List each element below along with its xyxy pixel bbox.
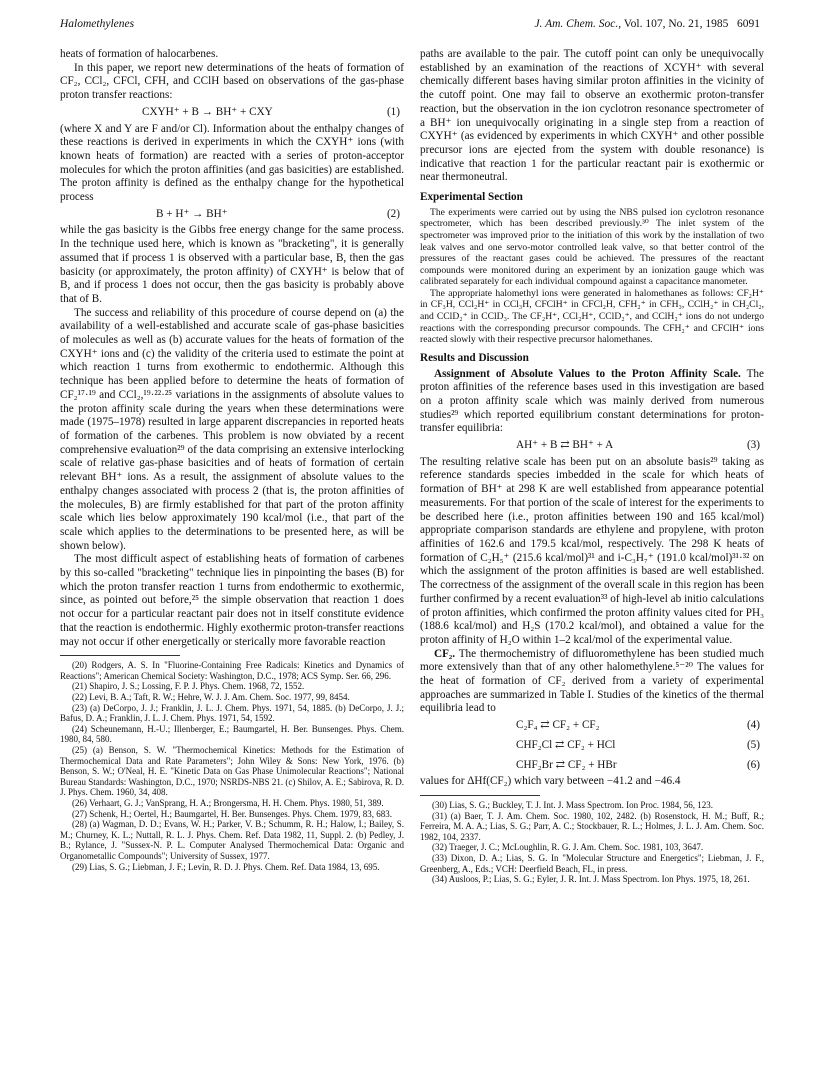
paragraph: The appropriate halomethyl ions were generated in halomethanes as follows: CF₂H⁺ in CF₃H, CCl₂H⁺ in CCl₃H, CFClH⁺ in CFCl₂H, CFH₂⁺ in CFH₃, CClH₂⁺ in CH₂Cl₂, and CClD₂⁺ in CClD₃. The CF₂H⁺, CCl₂H⁺, CClD₂⁺, and CClH₂⁺ ions do not undergo reactions with the corresponding precursor compounds. The CFH₂⁺ and CFClH⁺ ions reacted slowly with their respective precursor halomethanes. xyxy=(420,287,764,346)
paragraph: The most difficult aspect of establishing heats of formation of carbenes by this so-called "bracketing" technique lies in pinpointing the bases (B) for which the proton transfer reaction 1 turns from endothermic to exothermic, since, as pointed out before,²⁵ the simple observation that reaction 1 does not occur for a particular reactant pair does not in itself constitute evidence that the reaction is endothermic. Highly exothermic proton-transfer reactions may not occur if other energetically or sterically more favorable reaction xyxy=(60,553,404,648)
paragraph: The success and reliability of this procedure of course depend on (a) the availability of a well-established and accurate scale of gas-phase basicities of molecules as well as (b) accurate values for the heats of formation of the CXYH⁺ ions and (c) the validity of the criteria used to estimate the point at which reaction 1 turns from exothermic to endothermic. Although this technique has been applied before to determine the heats of formation of CF₂¹⁷·¹⁹ and CCl₂,¹⁹·²²·²⁵ variations in the assignments of absolute values to the proton affinity scale during the years when these determinations were made (1975–1978) resulted in large apparent discrepancies in reported heats of formation of the carbenes. This problem is now obviated by a recent comprehensive evaluation²⁹ of the data comprising an extensive interlocking scale of relative gas-phase basicities and of heats of formation of certain relevant BH⁺ ions. As a result, the assignment of absolute values to the enthalpy changes associated with process 2 (that is, the proton affinities of the molecules, B) are firmly established for that part of the proton affinity scale which lies below approximately 190 kcal/mol (i.e., that part of the scale which applies to the determinations to be presented here, as will be shown below). xyxy=(60,306,404,552)
left-column xyxy=(60,48,404,872)
section-heading-experimental: Experimental Section xyxy=(420,191,523,204)
equation-1 xyxy=(60,103,404,123)
page-number: 6091 xyxy=(737,18,760,30)
equation-4 xyxy=(420,716,764,736)
reference: (34) Ausloos, P.; Lias, S. G.; Eyler, J. R. Int. J. Mass Spectrom. Ion Phys. 1975, 18, 261. xyxy=(432,874,750,885)
volume-info: Vol. 107, No. 21, 1985 xyxy=(623,18,729,30)
footnote-divider xyxy=(60,655,180,656)
reference: (32) Traeger, J. C.; McLoughlin, R. G. J. Am. Chem. Soc. 1981, 103, 3647. xyxy=(432,842,704,853)
reference: (24) Scheunemann, H.-U.; Illenberger, E.; Baumgartel, H. Ber. Bunsenges. Phys. Chem. 1980, 84, 580. xyxy=(60,723,404,745)
paragraph: The resulting relative scale has been put on an absolute basis²⁹ taking as reference standards species imbedded in the scale for which heats of formation of BH⁺ at 298 K are well established from appearance potential measurements. For that portion of the scale of interest for the experiments to be described here (i.e., proton affinities between 190 and 165 kcal/mol) appropriate comparison standards are ethylene and propylene, with proton affinities of 162.6 and 179.5 kcal/mol, respectively. The 298 K heats of formation of C₂H₅⁺ (215.6 kcal/mol)³¹ and i-C₃H₇⁺ (191.0 kcal/mol)³¹·³² on which the assignment of the proton affinities is based are well established. The correctness of the assignment of the overall scale in this region has been further confirmed by a recent evaluation³³ of high-level ab initio calculations of proton affinities, which confirmed the proton affinity values cited for PH₃ (188.6 kcal/mol) and H₂S (170.2 kcal/mol), and obtained a value for the proton affinity of H₂O within 1–2 kcal/mol of the experimental value. xyxy=(420,455,764,646)
reference: (28) (a) Wagman, D. D.; Evans, W. H.; Parker, V. B.; Schumm, R. H.; Halow, I.; Bailey, S. M.; Churney, K. L.; Nuttall, R. L. J. Phys. Chem. Ref. Data 1982, 11, Suppl. 2. (b) Pedley, J. B.; Rylance, J. "Sussex-N. P. L. Computer Analysed Thermochemical Data: Organic and Organometallic Compounds"; University of Sussex, 1977. xyxy=(60,819,404,861)
footnote-divider xyxy=(420,795,540,796)
reference: (29) Lias, S. G.; Liebman, J. F.; Levin, R. D. J. Phys. Chem. Ref. Data 1984, 13, 695. xyxy=(72,861,380,872)
equation-number: (5) xyxy=(746,738,760,751)
paragraph: heats of formation of halocarbenes. xyxy=(60,48,219,60)
journal-citation xyxy=(534,18,760,30)
equation-6 xyxy=(420,756,764,776)
equation-text: CHF₂Br ⇄ CF₂ + HBr xyxy=(516,758,617,771)
subsection-title: Assignment of Absolute Values to the Proton Affinity Scale. xyxy=(434,367,741,380)
paragraph xyxy=(420,368,764,437)
reference-list xyxy=(60,660,404,872)
subsection-title: CF₂. xyxy=(434,647,456,660)
reference: (22) Levi, B. A.; Taft, R. W.; Hehre, W. J. J. Am. Chem. Soc. 1977, 99, 8454. xyxy=(72,692,350,703)
running-header xyxy=(60,18,760,34)
paragraph-text: The proton affinities of the reference bases used in this investigation are based on a proton affinity scale which was mainly derived from numerous studies²⁹ which reported equilibrium constant determinations for proton-transfer equilibria: xyxy=(420,367,764,435)
section-heading-results: Results and Discussion xyxy=(420,351,529,364)
equation-2 xyxy=(60,205,404,225)
equation-number: (1) xyxy=(386,105,400,118)
equation-number: (3) xyxy=(746,439,760,452)
paragraph xyxy=(420,648,764,717)
equation-text: CHF₂Cl ⇄ CF₂ + HCl xyxy=(516,738,616,751)
equation-text: CXYH⁺ + B → BH⁺ + CXY xyxy=(142,105,273,118)
equation-3 xyxy=(420,436,764,456)
reference: (30) Lias, S. G.; Buckley, T. J. Int. J. Mass Spectrom. Ion Proc. 1984, 56, 123. xyxy=(432,799,714,810)
paragraph: values for ΔHf(CF₂) which vary between −41.2 and −46.4 xyxy=(420,775,681,788)
paragraph: The experiments were carried out by using the NBS pulsed ion cyclotron resonance spectrometer, which has been described previously.³⁰ The inlet system of the spectrometer was improved prior to the initiation of this work by the installation of two leak valves and one servo-motor controlled leak valve, so that better control of the pressures of the reactant gases could be achieved. The pressures of the reactant compounds were monitored during an experiment by an ionization gauge which was calibrated separately for each individual compound against a capacitance manometer. xyxy=(420,206,764,288)
reference: (23) (a) DeCorpo, J. J.; Franklin, J. L. J. Chem. Phys. 1971, 54, 1885. (b) DeCorpo, J. J.; Bafus, D. A.; Franklin, J. L. J. Chem. Phys. 1971, 54, 1592. xyxy=(60,702,404,724)
reference: (21) Shapiro, J. S.; Lossing, F. P. J. Phys. Chem. 1968, 72, 1552. xyxy=(72,681,305,692)
reference: (33) Dixon, D. A.; Lias, S. G. In "Molecular Structure and Energetics"; Liebman, J. F., Greenberg, A., Eds.; VCH: Deerfield Beach, FL, in press. xyxy=(420,852,764,874)
reference: (20) Rodgers, A. S. In "Fluorine-Containing Free Radicals: Kinetics and Dynamics of Reactions"; American Chemical Society: Washington, D.C., 1978; ACS Symp. Ser. 66, 296. xyxy=(60,660,404,681)
paragraph: while the gas basicity is the Gibbs free energy change for the same process. In the technique used here, which is known as "bracketing", it is generally assumed that if process 1 is observed with a particular base, B, then the gas basicity (or approximately, the proton affinity) of CXYH⁺ is below that of B, and if process 1 does not occur, then the gas basicity is probably above that of B. xyxy=(60,224,404,305)
paragraph-text: The thermochemistry of difluoromethylene has been studied much more extensively than that of any other halomethylene.⁵⁻²⁰ The values for the heat of formation of CF₂ derived from a variety of experimental approaches are summarized in Table I. Studies of the kinetics of the thermal equilibria lead to xyxy=(420,647,764,715)
paragraph: (where X and Y are F and/or Cl). Information about the enthalpy changes of these reactions is derived in experiments in which the CXYH⁺ ions (with known heats of formation) are reacted with a series of proton-acceptor molecules for which the proton affinities (and gas basicities) are established. The proton affinity is defined as the enthalpy change for the hypothetical process xyxy=(60,122,404,204)
equation-text: B + H⁺ → BH⁺ xyxy=(156,207,228,220)
paragraph: paths are available to the pair. The cutoff point can only be unequivocally established by an examination of the reactions of XCYH⁺ with several chemically different bases having similar proton affinities in the vicinity of the cutoff point. One may fail to observe an exothermic proton-transfer reaction, but the observation in the ion cyclotron resonance spectrometer of a BH⁺ ion unequivocally originating in a single step from a reaction of CXYH⁺ (as evidenced by experiments in which CXYH⁺ and other possible precursor ions are ejected from the system with double resonance) is indicative that reaction 1 for the particular reactant pair is exothermic or near thermoneutral. xyxy=(420,48,764,184)
equation-5 xyxy=(420,736,764,756)
equation-text: AH⁺ + B ⇄ BH⁺ + A xyxy=(516,439,614,452)
paragraph: In this paper, we report new determinations of the heats of formation of CF₂, CCl₂, CFCl, CFH, and CClH based on observations of the gas-phase proton transfer reactions: xyxy=(60,61,404,102)
reference: (31) (a) Baer, T. J. Am. Chem. Soc. 1980, 102, 2482. (b) Rosenstock, H. M.; Buff, R.; Ferreira, M. A. A.; Lias, S. G.; Parr, A. C.; Stockbauer, R. L.; Holmes, J. L. J. Am. Chem. Soc. 1982, 104, 2337. xyxy=(420,810,764,842)
running-title: Halomethylenes xyxy=(60,18,135,30)
reference-list xyxy=(420,800,764,885)
reference: (26) Verhaart, G. J.; VanSprang, H. A.; Brongersma, H. H. Chem. Phys. 1980, 51, 389. xyxy=(72,797,384,808)
equation-text: C₂F₄ ⇄ CF₂ + CF₂ xyxy=(516,719,600,732)
equation-number: (4) xyxy=(746,719,760,732)
journal-name: J. Am. Chem. Soc., xyxy=(534,18,622,30)
reference: (25) (a) Benson, S. W. "Thermochemical Kinetics: Methods for the Estimation of Thermochemical Data and Rate Parameters"; John Wiley & Sons: New York, 1976. (b) Benson, S. W.; O'Neal, H. E. "Kinetic Data on Gas Phase Unimolecular Reactions"; National Bureau Standards: Washington, D.C., 1970; NSRDS-NBS 21. (c) Shilov, A. E.; Sabirova, R. D. J. Phys. Chem. 1960, 34, 408. xyxy=(60,744,404,798)
equation-number: (2) xyxy=(386,207,400,220)
right-column xyxy=(420,48,764,885)
equation-number: (6) xyxy=(746,758,760,771)
experimental-text xyxy=(420,207,764,346)
reference: (27) Schenk, H.; Oertel, H.; Baumgartel, H. Ber. Bunsenges. Phys. Chem. 1979, 83, 683. xyxy=(72,808,392,819)
